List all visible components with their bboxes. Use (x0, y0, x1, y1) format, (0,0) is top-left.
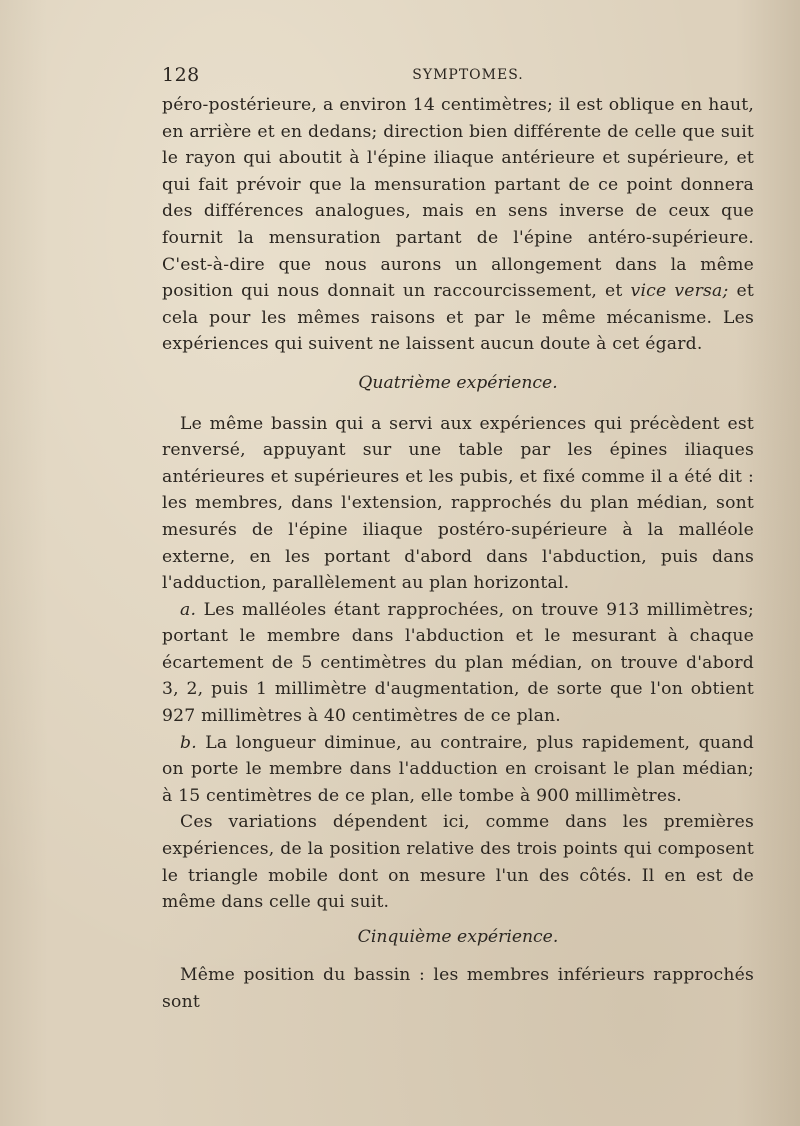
item-marker: a. (180, 599, 197, 620)
paragraph-continuation (162, 92, 754, 358)
paragraph-variations: Ces variations dépendent ici, comme dans les premières expériences, de la position relative des trois points qui composent le triangle mobile dont on mesure l'un des côtés. Il en est de même dans celle qui suit. (162, 812, 754, 913)
running-title: SYMPTOMES. (412, 67, 524, 83)
paragraph-setup: Le même bassin qui a servi aux expériences qui précèdent est renversé, appuyant sur une table par les épines iliaques antérieures et supérieures et les pubis, et fixé comme il a été dit : les membres, dans l'extension, rapprochés du plan médian, sont mesurés de l'épine iliaque postéro-supérieure à la malléole externe, en les portant d'abord dans l'abduction, puis dans l'adduction, parallèlement au plan horizontal. (162, 413, 754, 594)
item-marker: b. (180, 732, 197, 753)
section-heading-quatrieme: Quatrième expérience. (358, 372, 558, 393)
book-page (162, 62, 754, 1016)
paragraph-text: Les malléoles étant rapprochées, on trouve 913 millimètres; portant le membre dans l'abduction et le mesurant à chaque écartement de 5 centimètres du plan médian, on trouve d'abord 3, 2, puis 1 millimètre d'augmentation, de sorte que l'on obtient 927 millimètres à 40 centimètres de ce plan. (162, 599, 754, 727)
running-head (162, 62, 754, 92)
paragraph-text: et cela pour les mêmes raisons et par le même mécanisme. Les expériences qui suivent ne laissent aucun doute à cet égard. (162, 281, 754, 355)
paragraph-final: Même position du bassin : les membres inférieurs rapprochés sont (162, 965, 754, 1012)
italic-phrase: vice versa; (630, 281, 729, 302)
paragraph-a (162, 597, 754, 730)
paragraph-b (162, 730, 754, 810)
paragraph-text: La longueur diminue, au contraire, plus rapidement, quand on porte le membre dans l'adduction en croisant le plan médian; à 15 centimètres de ce plan, elle tombe à 900 millimètres. (162, 732, 754, 806)
section-heading-cinquieme: Cinquième expérience. (357, 926, 559, 947)
paragraph-text: péro-postérieure, a environ 14 centimètres; il est oblique en haut, en arrière et en dedans; direction bien différente de celle que suit le rayon qui aboutit à l'épine iliaque antérieure et supérieure, et qui fait prévoir que la mensuration partant de ce point donnera des différences analogues, mais en sens inverse de ceux que fournit la mensuration partant de l'épine antéro-supérieure. C'est-à-dire que nous aurons un allongement dans la même position qui nous donnait un raccourcissement, et (162, 95, 754, 302)
page-number: 128 (162, 64, 200, 86)
